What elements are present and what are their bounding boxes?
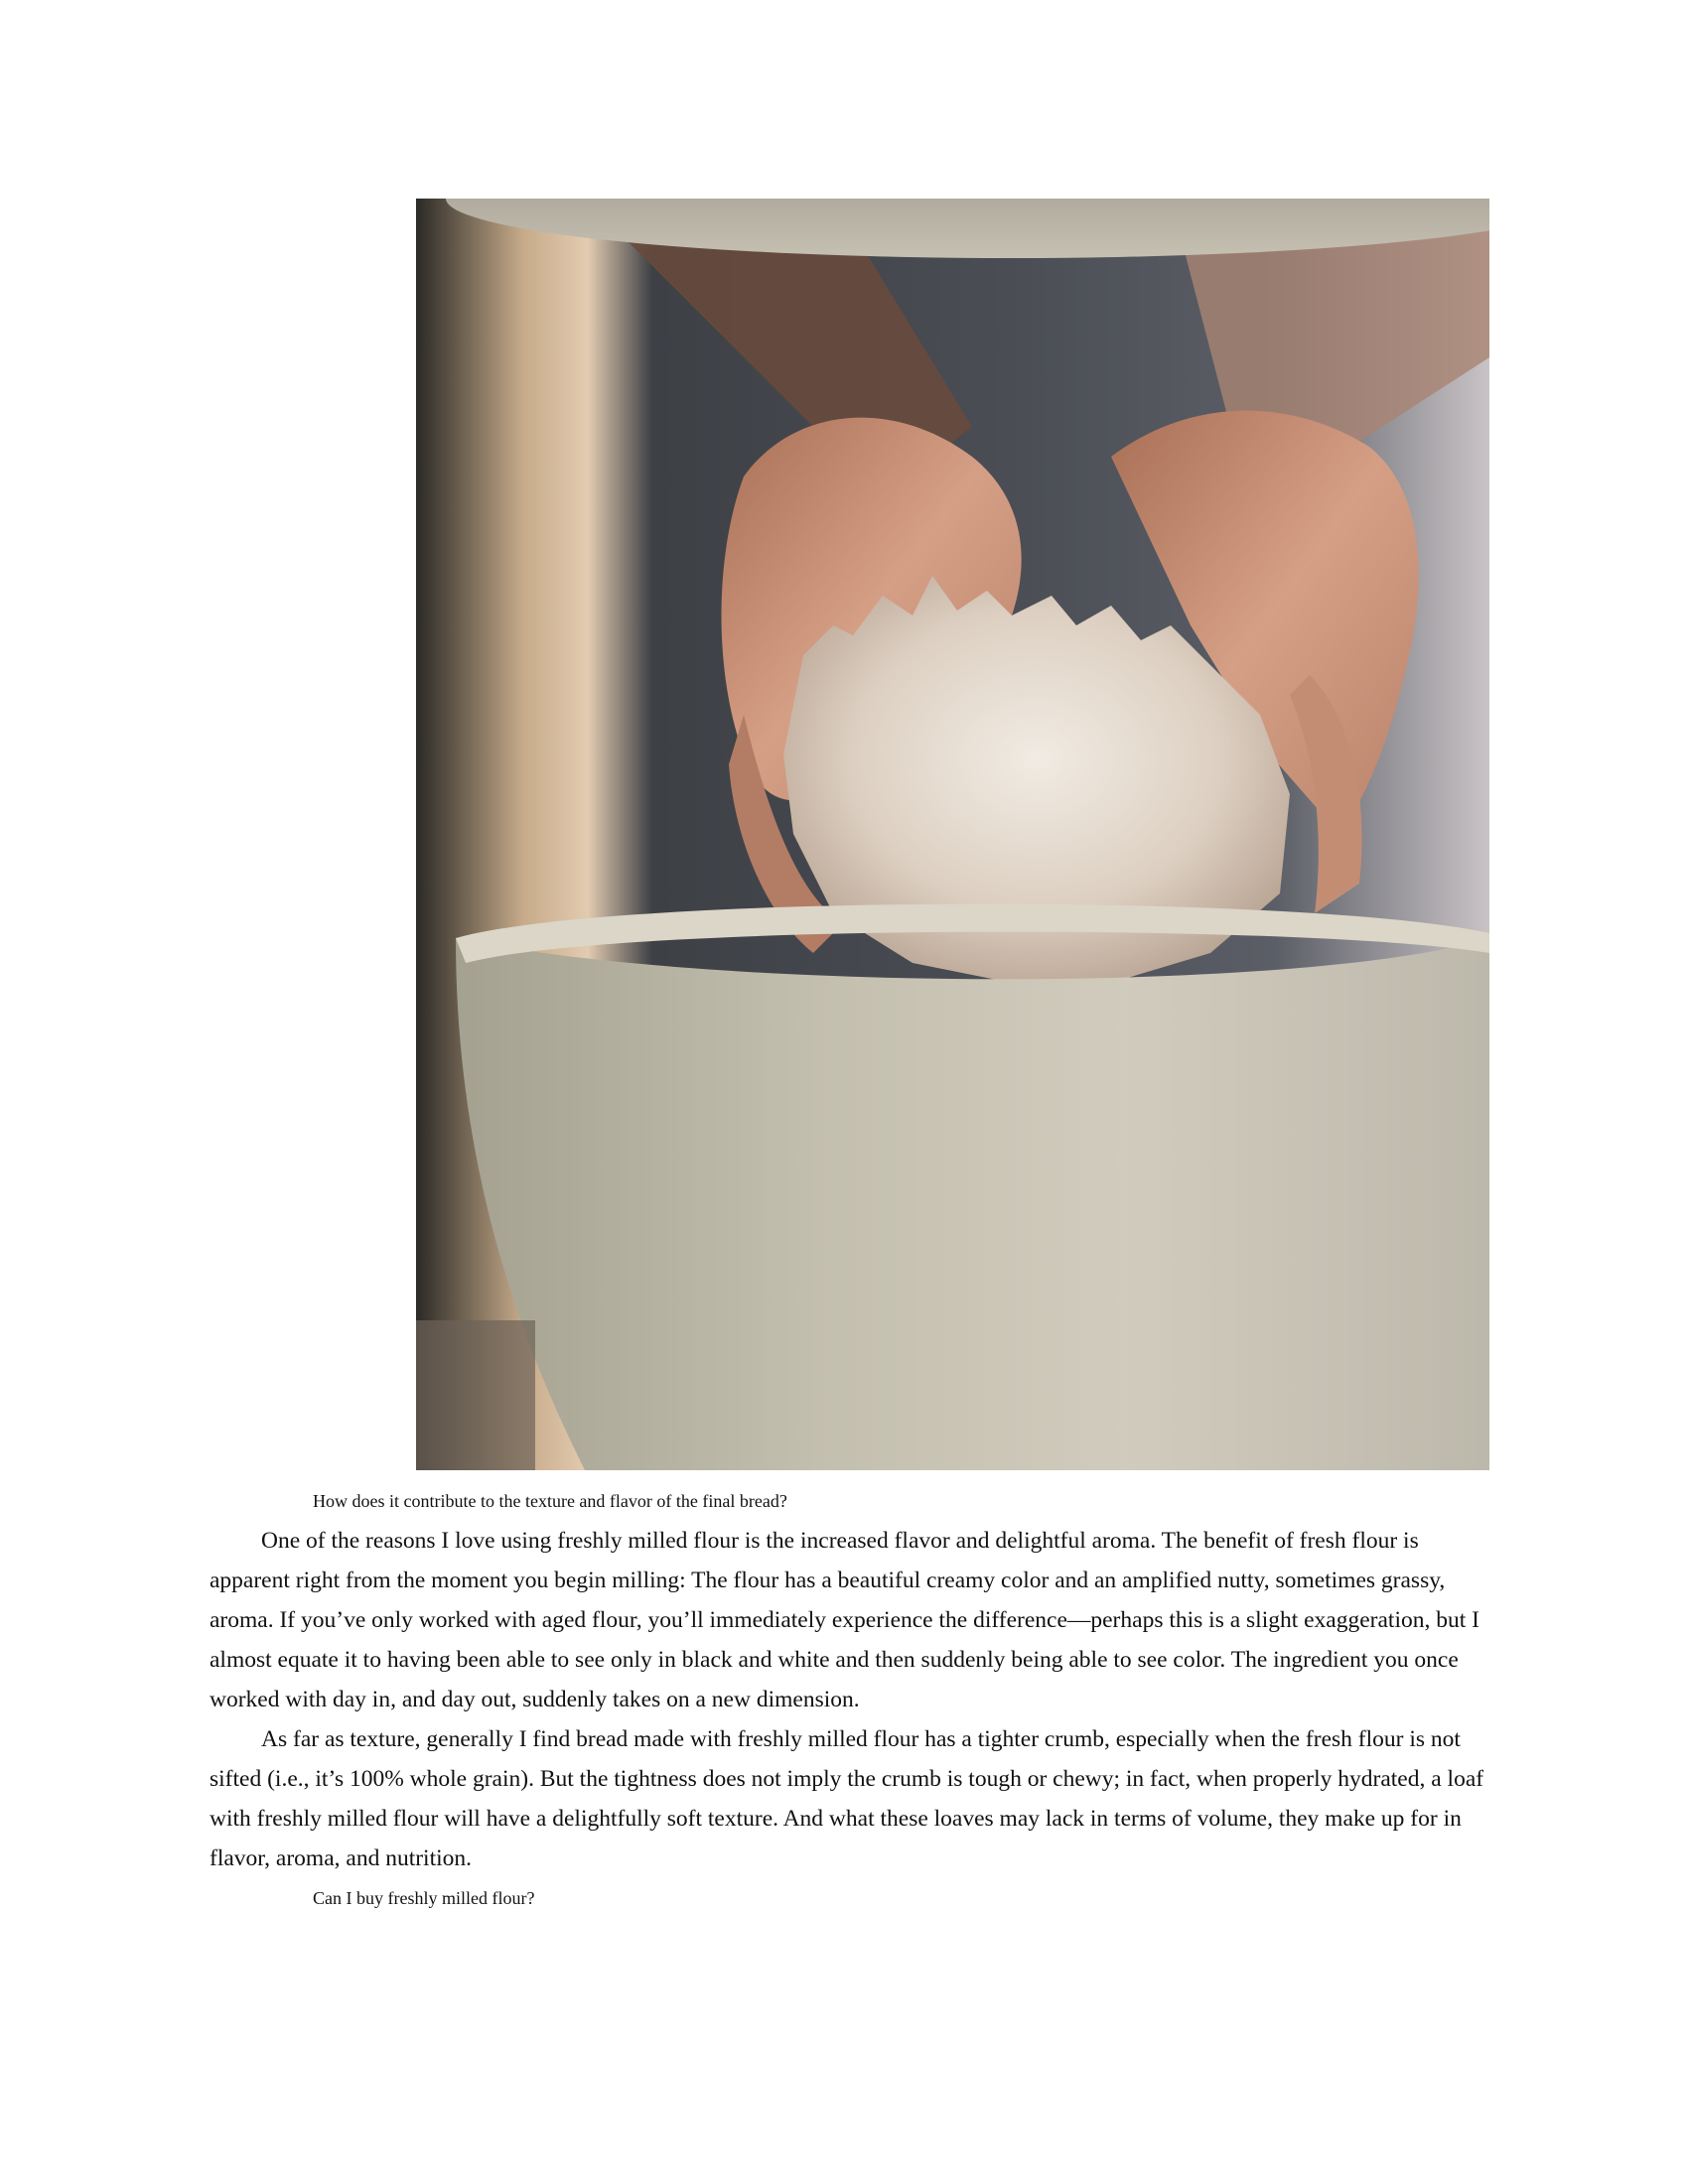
paragraph-texture: As far as texture, generally I find bread made with freshly milled flour has a tighter crumb, especially when the fresh flour is not sifted (i.e., it’s 100% whole grain). But the tightness does not imply the crumb is tough or chewy; in fact, when properly hydrated, a loaf with freshly milled flour will have a delightfully soft texture. And what these loaves may lack in terms of volume, they make up for in flavor, aroma, and nutrition. <box>210 1726 1484 1871</box>
section-heading-texture-flavor: How does it contribute to the texture and flavor of the final bread? <box>313 1491 787 1511</box>
paragraph-flavor-aroma: One of the reasons I love using freshly milled flour is the increased flavor and delightful aroma. The benefit of fresh flour is apparent right from the moment you begin milling: The flour has a beautiful creamy color and an amplified nutty, sometimes grassy, aroma. If you’ve only worked with aged flour, you’ll immediately experience the difference—perhaps this is a slight exaggeration, but I almost equate it to having been able to see only in black and white and then suddenly being able to see color. The ingredient you once worked with day in, and day out, suddenly takes on a new dimension. <box>210 1528 1479 1712</box>
flour-bowl-photo <box>416 199 1489 1470</box>
section-heading-buy-flour: Can I buy freshly milled flour? <box>313 1888 535 1908</box>
article-body <box>210 1521 1490 1878</box>
